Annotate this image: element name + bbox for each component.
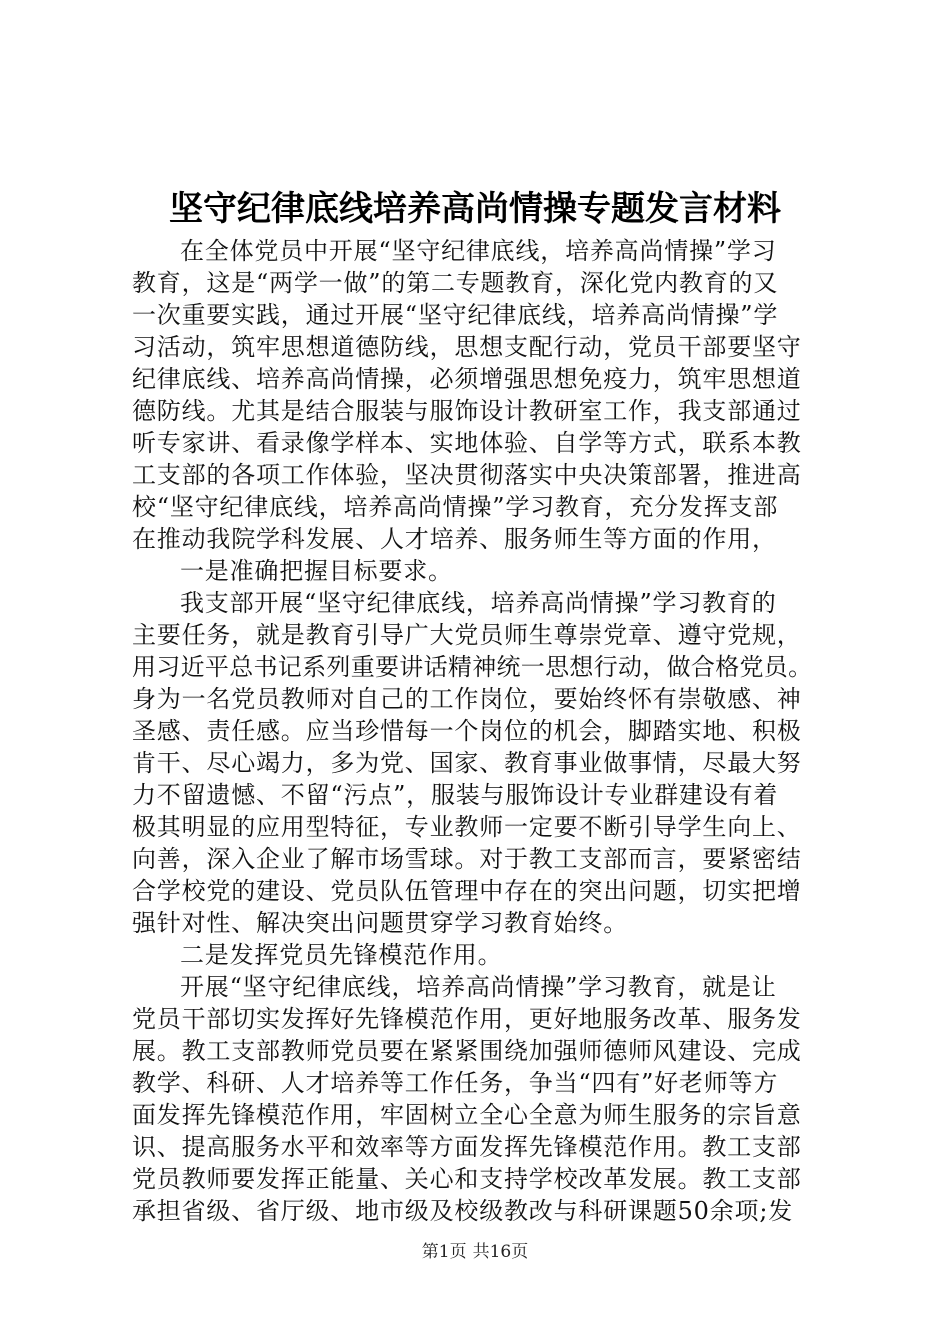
- paragraph-line: 强针对性、解决突出问题贯穿学习教育始终。: [132, 909, 628, 937]
- paragraph-line: 教学、科研、人才培养等工作任务，争当“四有”好老师等方: [132, 1069, 779, 1097]
- paragraph-line: 党员教师要发挥正能量、关心和支持学校改革发展。教工支部: [132, 1165, 802, 1193]
- document-title: 坚守纪律底线培养高尚情操专题发言材料: [169, 189, 781, 229]
- paragraph-line: 一次重要实践，通过开展“坚守纪律底线，培养高尚情操”学: [132, 301, 779, 329]
- paragraph-line: 力不留遗憾、不留“污点”，服装与服饰设计专业群建设有着: [132, 781, 779, 809]
- paragraph-line: 在全体党员中开展“坚守纪律底线，培养高尚情操”学习: [180, 237, 777, 265]
- paragraph-line: 听专家讲、看录像学样本、实地体验、自学等方式，联系本教: [132, 429, 802, 457]
- page-total: 共16页: [472, 1242, 529, 1262]
- paragraph-line: 开展“坚守纪律底线，培养高尚情操”学习教育，就是让: [180, 973, 777, 1001]
- paragraph-line: 承担省级、省厅级、地市级及校级教改与科研课题50余项;发: [132, 1197, 794, 1225]
- paragraph-line: 用习近平总书记系列重要讲话精神统一思想行动，做合格党员。: [132, 653, 813, 681]
- paragraph-line: 展。教工支部教师党员要在紧紧围绕加强师德师风建设、完成: [132, 1037, 802, 1065]
- paragraph-line: 极其明显的应用型特征，专业教师一定要不断引导学生向上、: [132, 813, 802, 841]
- paragraph-line: 我支部开展“坚守纪律底线，培养高尚情操”学习教育的: [180, 589, 777, 617]
- paragraph-line: 纪律底线、培养高尚情操，必须增强思想免疫力，筑牢思想道: [132, 365, 802, 393]
- paragraph-line: 在推动我院学科发展、人才培养、服务师生等方面的作用，: [132, 525, 777, 553]
- paragraph-line: 身为一名党员教师对自己的工作岗位，要始终怀有崇敬感、神: [132, 685, 802, 713]
- page-number: 第1页: [421, 1242, 467, 1262]
- paragraph-line: 向善，深入企业了解市场雪球。对于教工支部而言，要紧密结: [132, 845, 802, 873]
- paragraph-line: 肯干、尽心竭力，多为党、国家、教育事业做事情，尽最大努: [132, 749, 802, 777]
- paragraph-line: 党员干部切实发挥好先锋模范作用，更好地服务改革、服务发: [132, 1005, 802, 1033]
- paragraph-line: 主要任务，就是教育引导广大党员师生尊崇党章、遵守党规，: [132, 621, 802, 649]
- paragraph-line: 习活动，筑牢思想道德防线，思想支配行动，党员干部要坚守: [132, 333, 802, 361]
- section-heading: 一是准确把握目标要求。: [180, 557, 453, 585]
- page-footer: [0, 1240, 950, 1264]
- paragraph-line: 工支部的各项工作体验，坚决贯彻落实中央决策部署，推进高: [132, 461, 802, 489]
- paragraph-line: 面发挥先锋模范作用，牢固树立全心全意为师生服务的宗旨意: [132, 1101, 802, 1129]
- paragraph-line: 校“坚守纪律底线，培养高尚情操”学习教育，充分发挥支部: [132, 493, 779, 521]
- section-heading: 二是发挥党员先锋模范作用。: [180, 941, 503, 969]
- paragraph-line: 合学校党的建设、党员队伍管理中存在的突出问题，切实把增: [132, 877, 802, 905]
- paragraph-line: 教育，这是“两学一做”的第二专题教育，深化党内教育的又: [132, 269, 779, 297]
- paragraph-line: 德防线。尤其是结合服装与服饰设计教研室工作，我支部通过: [132, 397, 802, 425]
- paragraph-line: 识、提高服务水平和效率等方面发挥先锋模范作用。教工支部: [132, 1133, 802, 1161]
- paragraph-line: 圣感、责任感。应当珍惜每一个岗位的机会，脚踏实地、积极: [132, 717, 802, 745]
- document-body: [132, 235, 832, 1227]
